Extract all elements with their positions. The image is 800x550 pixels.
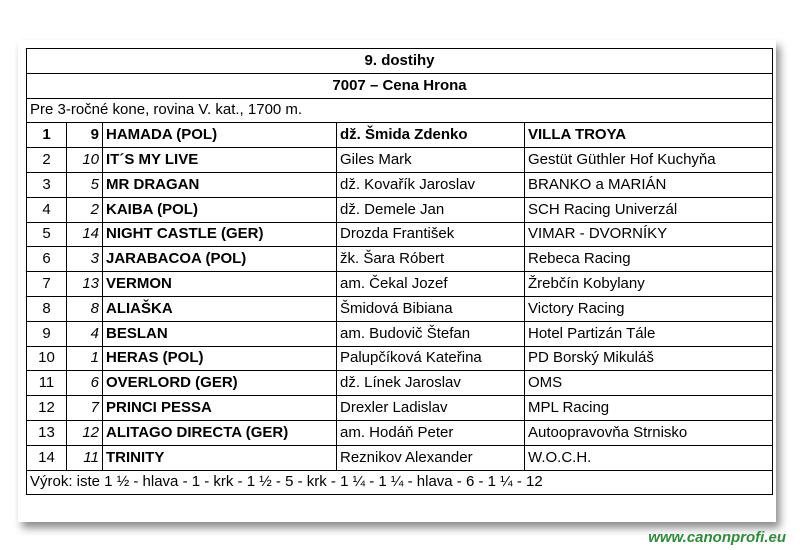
finish-position: 12 bbox=[27, 396, 67, 421]
race-number: 9. dostihy bbox=[27, 49, 773, 74]
finish-position: 9 bbox=[27, 321, 67, 346]
result-row bbox=[27, 420, 773, 445]
result-row bbox=[27, 197, 773, 222]
owner-name: Hotel Partizán Tále bbox=[525, 321, 773, 346]
result-row bbox=[27, 123, 773, 148]
owner-name: Victory Racing bbox=[525, 296, 773, 321]
result-row bbox=[27, 247, 773, 272]
start-number: 4 bbox=[67, 321, 103, 346]
race-number-row bbox=[27, 49, 773, 74]
results-table bbox=[26, 48, 773, 495]
horse-name: OVERLORD (GER) bbox=[103, 371, 337, 396]
horse-name: IT´S MY LIVE bbox=[103, 148, 337, 173]
owner-name: Autoopravovňa Strnisko bbox=[525, 420, 773, 445]
horse-name: VERMON bbox=[103, 272, 337, 297]
horse-name: KAIBA (POL) bbox=[103, 197, 337, 222]
start-number: 14 bbox=[67, 222, 103, 247]
start-number: 5 bbox=[67, 172, 103, 197]
owner-name: Gestüt Güthler Hof Kuchyňa bbox=[525, 148, 773, 173]
finish-position: 4 bbox=[27, 197, 67, 222]
jockey-name: Reznikov Alexander bbox=[337, 445, 525, 470]
race-conditions: Pre 3-ročné kone, rovina V. kat., 1700 m. bbox=[27, 98, 773, 123]
result-row bbox=[27, 445, 773, 470]
jockey-name: am. Hodáň Peter bbox=[337, 420, 525, 445]
horse-name: JARABACOA (POL) bbox=[103, 247, 337, 272]
finish-position: 11 bbox=[27, 371, 67, 396]
owner-name: PD Borský Mikuláš bbox=[525, 346, 773, 371]
owner-name: Rebeca Racing bbox=[525, 247, 773, 272]
start-number: 3 bbox=[67, 247, 103, 272]
finish-position: 6 bbox=[27, 247, 67, 272]
finish-position: 2 bbox=[27, 148, 67, 173]
jockey-name: Drozda František bbox=[337, 222, 525, 247]
jockey-name: dž. Kovařík Jaroslav bbox=[337, 172, 525, 197]
jockey-name: Drexler Ladislav bbox=[337, 396, 525, 421]
race-conditions-row bbox=[27, 98, 773, 123]
owner-name: Žrebčín Kobylany bbox=[525, 272, 773, 297]
horse-name: NIGHT CASTLE (GER) bbox=[103, 222, 337, 247]
owner-name: VILLA TROYA bbox=[525, 123, 773, 148]
race-name-row bbox=[27, 73, 773, 98]
result-row bbox=[27, 272, 773, 297]
horse-name: ALITAGO DIRECTA (GER) bbox=[103, 420, 337, 445]
result-row bbox=[27, 222, 773, 247]
start-number: 6 bbox=[67, 371, 103, 396]
finish-position: 14 bbox=[27, 445, 67, 470]
result-row bbox=[27, 396, 773, 421]
owner-name: MPL Racing bbox=[525, 396, 773, 421]
horse-name: BESLAN bbox=[103, 321, 337, 346]
result-row bbox=[27, 296, 773, 321]
owner-name: SCH Racing Univerzál bbox=[525, 197, 773, 222]
start-number: 12 bbox=[67, 420, 103, 445]
verdict: Výrok: iste 1 ½ - hlava - 1 - krk - 1 ½ - 5 - krk - 1 ¼ - 1 ¼ - hlava - 6 - 1 ¼ - 12 bbox=[27, 470, 773, 495]
jockey-name: Palupčíková Kateřina bbox=[337, 346, 525, 371]
result-row bbox=[27, 371, 773, 396]
horse-name: PRINCI PESSA bbox=[103, 396, 337, 421]
horse-name: TRINITY bbox=[103, 445, 337, 470]
owner-name: BRANKO a MARIÁN bbox=[525, 172, 773, 197]
finish-position: 1 bbox=[27, 123, 67, 148]
finish-position: 10 bbox=[27, 346, 67, 371]
start-number: 7 bbox=[67, 396, 103, 421]
jockey-name: Šmidová Bibiana bbox=[337, 296, 525, 321]
jockey-name: Giles Mark bbox=[337, 148, 525, 173]
horse-name: HERAS (POL) bbox=[103, 346, 337, 371]
start-number: 9 bbox=[67, 123, 103, 148]
finish-position: 13 bbox=[27, 420, 67, 445]
owner-name: W.O.C.H. bbox=[525, 445, 773, 470]
result-row bbox=[27, 321, 773, 346]
result-row bbox=[27, 346, 773, 371]
start-number: 13 bbox=[67, 272, 103, 297]
jockey-name: dž. Šmida Zdenko bbox=[337, 123, 525, 148]
jockey-name: dž. Demele Jan bbox=[337, 197, 525, 222]
start-number: 1 bbox=[67, 346, 103, 371]
finish-position: 3 bbox=[27, 172, 67, 197]
owner-name: VIMAR - DVORNÍKY bbox=[525, 222, 773, 247]
watermark: www.canonprofi.eu bbox=[648, 529, 786, 546]
result-row bbox=[27, 172, 773, 197]
owner-name: OMS bbox=[525, 371, 773, 396]
finish-position: 5 bbox=[27, 222, 67, 247]
finish-position: 7 bbox=[27, 272, 67, 297]
jockey-name: žk. Šara Róbert bbox=[337, 247, 525, 272]
jockey-name: am. Čekal Jozef bbox=[337, 272, 525, 297]
horse-name: MR DRAGAN bbox=[103, 172, 337, 197]
finish-position: 8 bbox=[27, 296, 67, 321]
start-number: 8 bbox=[67, 296, 103, 321]
race-name: 7007 – Cena Hrona bbox=[27, 73, 773, 98]
start-number: 11 bbox=[67, 445, 103, 470]
jockey-name: dž. Línek Jaroslav bbox=[337, 371, 525, 396]
result-row bbox=[27, 148, 773, 173]
verdict-row bbox=[27, 470, 773, 495]
horse-name: ALIAŠKA bbox=[103, 296, 337, 321]
horse-name: HAMADA (POL) bbox=[103, 123, 337, 148]
jockey-name: am. Budovič Štefan bbox=[337, 321, 525, 346]
start-number: 10 bbox=[67, 148, 103, 173]
start-number: 2 bbox=[67, 197, 103, 222]
